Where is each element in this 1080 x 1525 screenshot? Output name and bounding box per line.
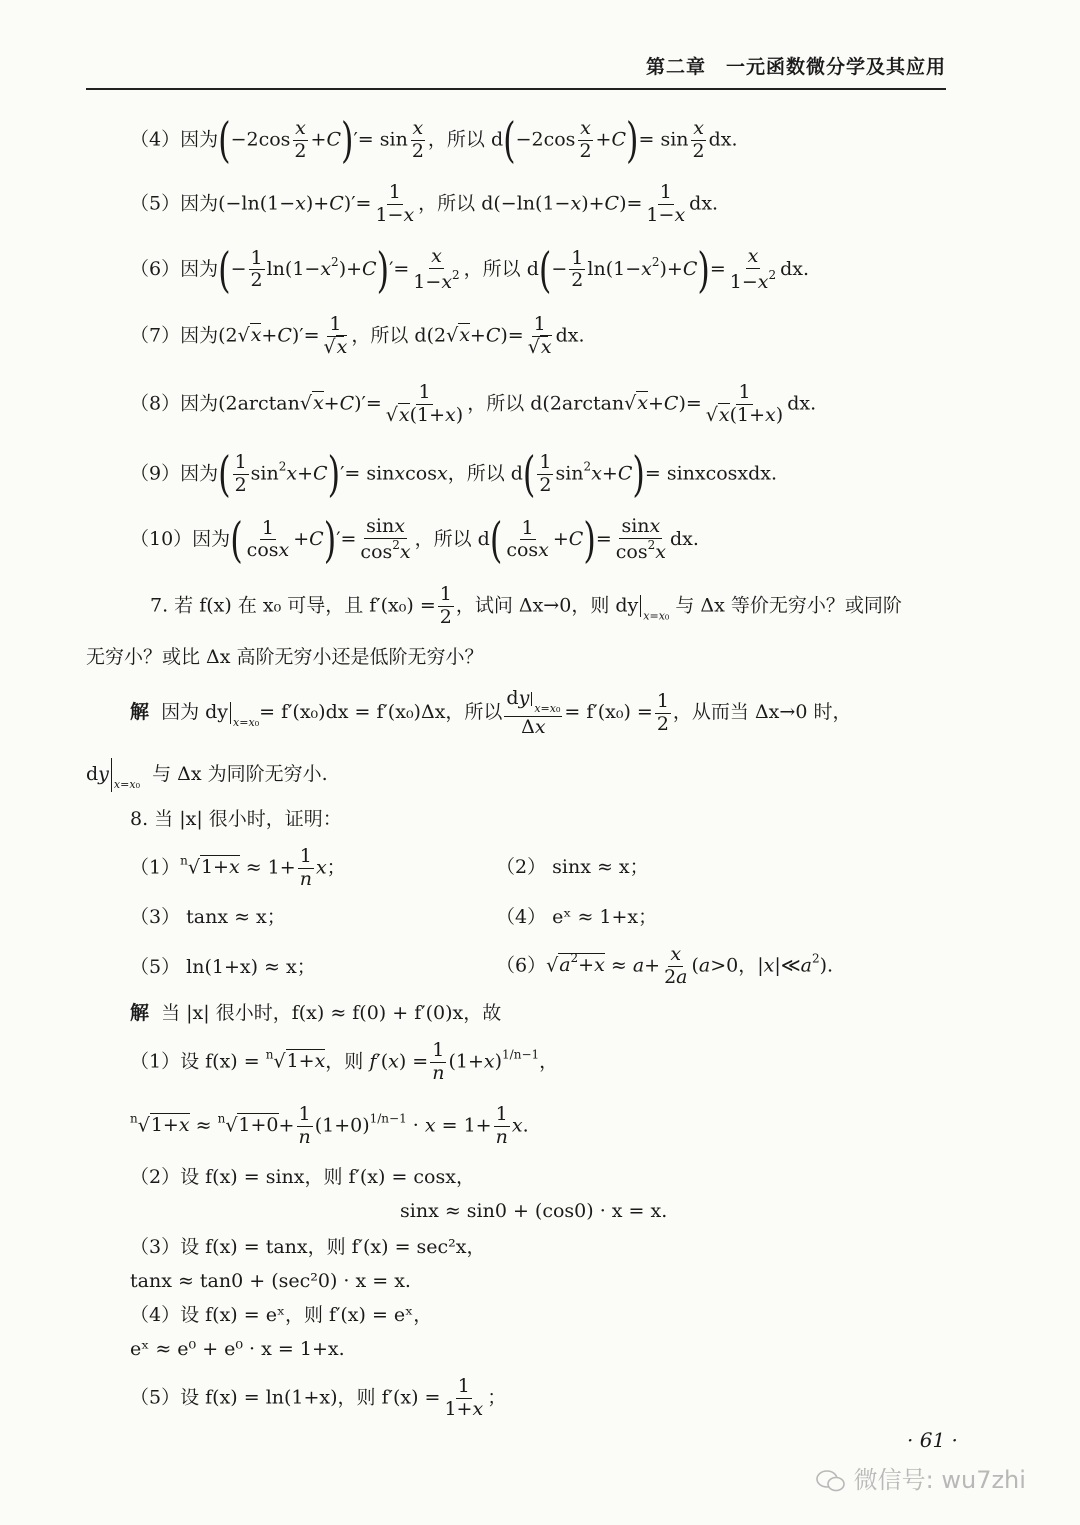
page-number: · 61 · xyxy=(907,1428,958,1452)
wechat-icon xyxy=(816,1470,846,1492)
item-4-label: （4）因为 xyxy=(130,128,219,151)
q8-part-2: （2） sinx ≈ x； xyxy=(496,856,649,878)
item-9: （9）因为( $\frac{1}{2}$ $\sin^2x+C)'=$ sinxcosx，所以 d( $\frac{1}{2}$ $\sin^2x+C)=$ sinxcosxdx. xyxy=(130,445,778,503)
q8-part-6: $(6)√a^2+x \approx a+$ $\frac{x}{2a}$ (a>0，$|x|≪a^2$). xyxy=(496,943,834,988)
item-9-label: （9）因为 xyxy=(130,462,219,485)
q8-solution-3b: tanx ≈ tan0 + (sec²0) · x = x. xyxy=(130,1270,411,1292)
item-5-label: （5）因为 xyxy=(130,192,219,215)
item-10-label: （10）因为 xyxy=(130,527,231,550)
q8-solution-4b: eˣ ≈ e⁰ + e⁰ · x = 1+x. xyxy=(130,1338,345,1360)
question-7-solution: 解 因为 dy $_{x=x_0}$= f′(x₀)dx = f′(x₀)Δx，所以 $\frac{dy _{x=x_0}}{\Delta x}$ = f′(x₀) = $\frac{1}{2}$ ，从而当 Δx→0 时， xyxy=(130,687,852,738)
item-10: （10）因为( $\frac{1}{\cos x}$ +C)′= $\frac{\sin x}{\cos^2x}$ ，所以 d( $\frac{1}{\cos x}$ +C)= $\frac{\sin x}{\cos^2x}$ dx. xyxy=(130,511,699,569)
chapter-title: 第二章 一元函数微分学及其应用 xyxy=(645,56,946,78)
q8-solution-5: （5）设 f(x) = ln(1+x)，则 f′(x) = $\frac{1}{1+x}$ ； xyxy=(130,1375,507,1420)
q8-part-4: （4） eˣ ≈ 1+x； xyxy=(496,906,658,928)
question-7-solution-cont: dy $_{x=x_0}$ 与 Δx 为同阶无穷小. xyxy=(86,758,328,792)
item-8-label: （8）因为 xyxy=(130,392,219,415)
q8-solution-1: （1）设 f(x) = $^n$√1+x，则 f′(x) = $\frac{1}{n}$ $(1+x)^{1/n-1}$， xyxy=(130,1039,559,1084)
q8-part-1: $(1)^n√1+x \approx 1+$ $\frac{1}{n}$ x； xyxy=(130,845,346,890)
page-header xyxy=(86,52,946,90)
item-8: （8）因为(2arctan√x+C)′= $\frac{1}{√x(1+x)}$ ，所以 d(2arctan√x+C)= $\frac{1}{√x(1+x)}$ dx. xyxy=(130,381,817,426)
q8-part-3: （3） tanx ≈ x； xyxy=(130,906,286,928)
item-4: （4）因为(−2cos $\frac{x}{2}$ +C)′= sin $\frac{x}{2}$ ，所以 d(−2cos $\frac{x}{2}$ +C)= sin $\frac{x}{2}$ dx. xyxy=(130,111,738,169)
q8-solution-2b: sinx ≈ sin0 + (cos0) · x = x. xyxy=(400,1200,668,1222)
question-7: 7. 若 f(x) 在 x₀ 可导，且 f′(x₀) = $\frac{1}{2}$ ，试问 Δx→0，则 dy $_{x=x_0}$ 与 Δx 等价无穷小？或同阶 xyxy=(150,583,902,628)
q8-solution-intro: 解 当 |x| 很小时，f(x) ≈ f(0) + f′(0)x，故 xyxy=(130,1002,502,1024)
q8-solution-2a: （2）设 f(x) = sinx，则 f′(x) = cosx， xyxy=(130,1166,475,1188)
item-6-label: （6）因为 xyxy=(130,257,219,280)
q8-solution-1b: $^n$√1+x ≈ $^n$√1+0+ $\frac{1}{n}$ $(1+0)^{1/n-1} \cdot x = 1+$ $\frac{1}{n}$ x. xyxy=(130,1103,529,1148)
watermark-text: 微信号: wu7zhi xyxy=(853,1466,1026,1494)
item-7-label: （7）因为 xyxy=(130,324,219,347)
question-7-cont: 无穷小？或比 Δx 高阶无穷小还是低阶无穷小？ xyxy=(86,646,484,668)
item-7: （7）因为(2√x+C)′= $\frac{1}{√x}$ ，所以 d(2√x+C)= $\frac{1}{√x}$ dx. xyxy=(130,313,585,358)
item-5: （5）因为(−ln(1−x)+C)′= $\frac{1}{1-x}$ ，所以 d(−ln(1−x)+C)= $\frac{1}{1-x}$ dx. xyxy=(130,181,719,226)
watermark xyxy=(816,1460,1026,1495)
item-6: （6）因为(− $\frac{1}{2}$ $\ln(1-x^2)+C)'=$ $\frac{x}{1-x^2}$ ，所以 d(− $\frac{1}{2}$ $\ln(1-x^2)+C)=$ $\frac{x}{1-x^2}$ dx. xyxy=(130,241,810,299)
q8-solution-4a: （4）设 f(x) = eˣ，则 f′(x) = eˣ， xyxy=(130,1304,433,1326)
question-8-title: 8. 当 |x| 很小时，证明： xyxy=(130,808,342,830)
q8-part-5: （5） ln(1+x) ≈ x； xyxy=(130,956,316,978)
q8-solution-3a: （3）设 f(x) = tanx，则 f′(x) = sec²x， xyxy=(130,1236,486,1258)
